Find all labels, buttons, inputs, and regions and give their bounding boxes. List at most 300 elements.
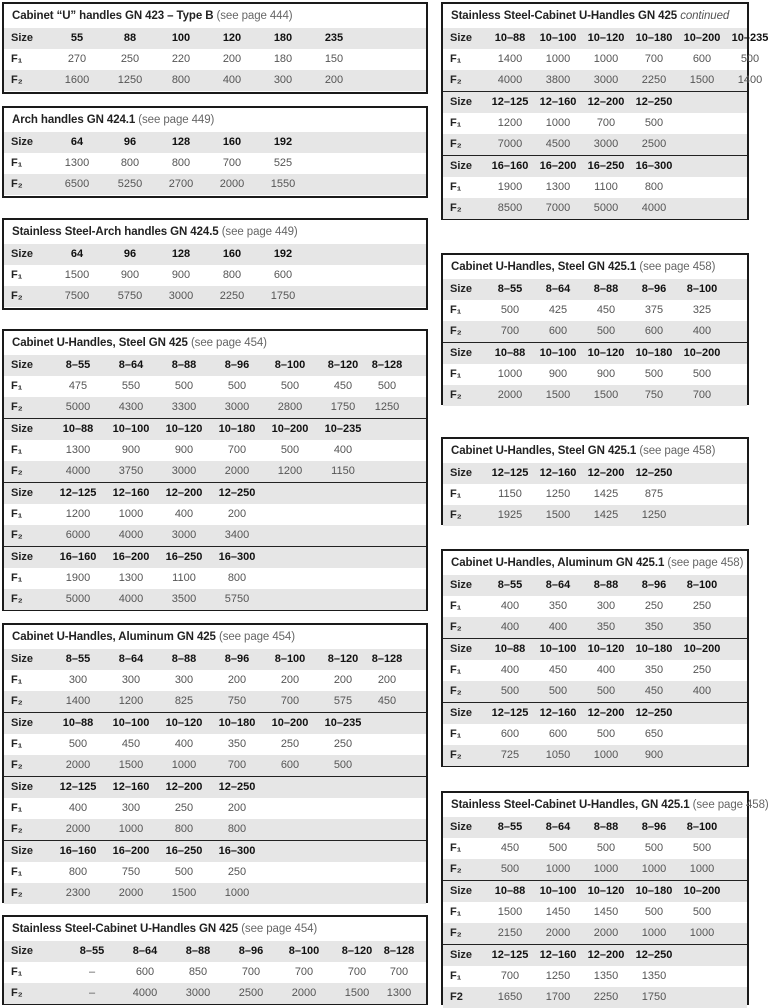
f1-value: 800 xyxy=(68,866,88,878)
f1-value: 1400 xyxy=(497,53,523,65)
f1-value: 200 xyxy=(227,802,247,814)
size-value: 8–64 xyxy=(545,821,571,833)
f1-row xyxy=(4,670,426,691)
f1-value: 450 xyxy=(548,664,568,676)
f2-value: 450 xyxy=(377,695,397,707)
f2-value: 2500 xyxy=(238,987,264,999)
f2-value: 1650 xyxy=(497,991,523,1003)
f2-value: 350 xyxy=(644,621,664,633)
table-title xyxy=(443,255,747,279)
f2-value: 500 xyxy=(500,685,520,697)
size-value: 88 xyxy=(123,32,137,44)
f2-value: 825 xyxy=(174,695,194,707)
size-value: 10–120 xyxy=(587,885,625,897)
size-value: 100 xyxy=(171,32,191,44)
f2-value: 1400 xyxy=(65,695,91,707)
f2-value: 1000 xyxy=(689,927,715,939)
f1-value: 500 xyxy=(280,380,300,392)
size-group xyxy=(4,418,426,482)
table-gn425-1-steel-b xyxy=(441,437,749,525)
size-row xyxy=(4,355,426,376)
f2-row xyxy=(4,70,426,91)
size-value: 235 xyxy=(324,32,344,44)
f2-label: F₂ xyxy=(450,621,462,633)
f1-value: 200 xyxy=(377,674,397,686)
f1-value: 700 xyxy=(500,970,520,982)
table-title-text: Stainless Steel-Arch handles GN 424.5 xyxy=(12,226,219,238)
table-title-text: Cabinet U-Handles, Steel GN 425 xyxy=(12,337,188,349)
size-value: 64 xyxy=(70,248,84,260)
size-label: Size xyxy=(450,885,473,897)
size-value: 10–120 xyxy=(587,347,625,359)
f2-row xyxy=(443,617,747,638)
f2-value: 1750 xyxy=(330,401,356,413)
f1-row xyxy=(443,113,747,134)
f2-row xyxy=(443,505,747,526)
f1-value: 1450 xyxy=(593,906,619,918)
f2-value: 5000 xyxy=(65,593,91,605)
size-value: 8–128 xyxy=(371,359,403,371)
f1-value: 900 xyxy=(548,368,568,380)
f1-label: F₁ xyxy=(450,53,462,65)
f1-value: 300 xyxy=(174,674,194,686)
size-value: 16–160 xyxy=(59,551,97,563)
f1-value: 1300 xyxy=(118,572,144,584)
f2-value: 450 xyxy=(644,685,664,697)
f2-value: 1400 xyxy=(737,74,763,86)
f1-value: 450 xyxy=(121,738,141,750)
f2-value: 1200 xyxy=(118,695,144,707)
size-value: 10–180 xyxy=(218,423,256,435)
f1-row xyxy=(443,838,747,859)
f2-value: 1750 xyxy=(641,991,667,1003)
f2-row xyxy=(4,397,426,418)
size-row xyxy=(443,881,747,902)
f2-value: 500 xyxy=(500,863,520,875)
size-value: 16–160 xyxy=(491,160,529,172)
f1-value: 1000 xyxy=(593,53,619,65)
size-row xyxy=(4,547,426,568)
f2-value: 350 xyxy=(596,621,616,633)
size-value: 16–250 xyxy=(165,551,203,563)
f1-value: 200 xyxy=(222,53,242,65)
f1-label: F₁ xyxy=(11,380,23,392)
f2-value: 3000 xyxy=(185,987,211,999)
size-value: 8–55 xyxy=(65,359,91,371)
f1-label: F₁ xyxy=(11,866,23,878)
f2-value: 1000 xyxy=(641,863,667,875)
size-value: 10–180 xyxy=(635,885,673,897)
table-gn425-steel xyxy=(2,329,428,611)
f2-value: 6000 xyxy=(65,529,91,541)
f1-value: 250 xyxy=(120,53,140,65)
f2-label: F₂ xyxy=(450,863,462,875)
size-value: 12–250 xyxy=(635,949,673,961)
f1-value: 850 xyxy=(188,966,208,978)
size-value: 10–200 xyxy=(271,717,309,729)
f1-value: 180 xyxy=(273,53,293,65)
f2-value: 4500 xyxy=(545,138,571,150)
size-value: 12–200 xyxy=(587,949,625,961)
f1-value: 500 xyxy=(692,906,712,918)
f2-value: 350 xyxy=(692,621,712,633)
size-label: Size xyxy=(11,551,34,563)
f2-value: 750 xyxy=(644,389,664,401)
size-value: 10–120 xyxy=(587,32,625,44)
size-value: 10–200 xyxy=(271,423,309,435)
size-value: 10–88 xyxy=(494,32,526,44)
f2-label: F₂ xyxy=(11,823,23,835)
table-gn425-stainless xyxy=(2,915,428,1005)
size-value: 16–160 xyxy=(59,845,97,857)
f2-value: 1300 xyxy=(386,987,412,999)
size-label: Size xyxy=(450,821,473,833)
size-row xyxy=(4,132,426,153)
f2-label: F₂ xyxy=(11,401,23,413)
f1-value: 500 xyxy=(548,842,568,854)
size-value: 10–235 xyxy=(324,717,362,729)
f2-value: 1200 xyxy=(277,465,303,477)
table-gn424-1 xyxy=(2,106,428,198)
f1-value: 375 xyxy=(644,304,664,316)
f2-value: 3800 xyxy=(545,74,571,86)
f2-label: F₂ xyxy=(11,987,23,999)
f1-label: F₁ xyxy=(450,664,462,676)
size-group xyxy=(443,463,747,526)
f2-row xyxy=(4,525,426,546)
size-value: 8–88 xyxy=(171,653,197,665)
size-group xyxy=(4,776,426,840)
f1-value: 1300 xyxy=(545,181,571,193)
f2-value: 2000 xyxy=(291,987,317,999)
f1-value: 700 xyxy=(347,966,367,978)
size-value: 8–64 xyxy=(545,579,571,591)
f2-value: 1500 xyxy=(118,759,144,771)
size-value: 16–250 xyxy=(587,160,625,172)
f2-value: 4000 xyxy=(65,465,91,477)
size-value: 10–120 xyxy=(165,717,203,729)
size-value: 8–100 xyxy=(686,579,718,591)
f2-label: F₂ xyxy=(11,695,23,707)
f1-value: 400 xyxy=(500,664,520,676)
f2-label: F₂ xyxy=(11,74,23,86)
f1-value: 600 xyxy=(692,53,712,65)
f2-value: 1500 xyxy=(171,887,197,899)
f1-value: 1000 xyxy=(545,53,571,65)
size-value: 16–300 xyxy=(218,551,256,563)
f1-row xyxy=(4,798,426,819)
f1-value: – xyxy=(88,966,96,978)
table-title-text: Stainless Steel-Cabinet U-Handles, GN 425.1 xyxy=(451,799,690,811)
f2-label: F₂ xyxy=(11,593,23,605)
f1-value: 500 xyxy=(692,842,712,854)
table-gn424-5 xyxy=(2,218,428,310)
size-value: 160 xyxy=(222,136,242,148)
table-title xyxy=(443,551,747,575)
f2-value: 5000 xyxy=(593,202,619,214)
f2-row xyxy=(443,198,747,219)
f2-value: 2000 xyxy=(65,823,91,835)
f1-label: F₁ xyxy=(450,181,462,193)
f2-row xyxy=(443,134,747,155)
f2-value: 3000 xyxy=(171,465,197,477)
f1-row xyxy=(443,300,747,321)
f1-value: 500 xyxy=(596,842,616,854)
size-row xyxy=(443,575,747,596)
size-row xyxy=(443,703,747,724)
size-value: 12–250 xyxy=(218,781,256,793)
f2-value: 1500 xyxy=(344,987,370,999)
size-value: 8–88 xyxy=(593,283,619,295)
f1-value: 400 xyxy=(333,444,353,456)
f2-value: 750 xyxy=(227,695,247,707)
f2-value: 2800 xyxy=(277,401,303,413)
table-gn425-1-stainless xyxy=(441,791,769,1005)
f1-row xyxy=(4,862,426,883)
f1-row xyxy=(4,568,426,589)
f1-value: 900 xyxy=(174,444,194,456)
table-title xyxy=(4,108,426,132)
f2-value: 1250 xyxy=(117,74,143,86)
f2-value: 1550 xyxy=(270,178,296,190)
table-gn425-stainless-continued xyxy=(441,2,769,220)
size-label: Size xyxy=(450,467,473,479)
f1-label: F₁ xyxy=(450,117,462,129)
page-reference: (see page 458) xyxy=(639,445,716,457)
f2-value: 1600 xyxy=(64,74,90,86)
size-row xyxy=(4,244,426,265)
f1-row xyxy=(443,177,747,198)
f2-row xyxy=(443,385,747,406)
f1-value: 350 xyxy=(548,600,568,612)
f1-value: 750 xyxy=(121,866,141,878)
size-label: Size xyxy=(450,160,473,172)
size-group xyxy=(443,28,769,91)
f1-value: 1000 xyxy=(497,368,523,380)
f1-value: 450 xyxy=(500,842,520,854)
size-value: 8–55 xyxy=(79,945,105,957)
table-title xyxy=(4,4,426,28)
f2-label: F₂ xyxy=(11,887,23,899)
f1-label: F₁ xyxy=(11,53,23,65)
f2-value: 4000 xyxy=(118,529,144,541)
f2-value: 800 xyxy=(174,823,194,835)
size-value: 8–55 xyxy=(497,821,523,833)
size-value: 10–88 xyxy=(62,423,94,435)
size-row xyxy=(4,28,426,49)
size-group xyxy=(4,355,426,418)
size-value: 12–200 xyxy=(587,96,625,108)
table-title xyxy=(4,625,426,649)
size-value: 8–55 xyxy=(65,653,91,665)
f1-value: 300 xyxy=(596,600,616,612)
size-row xyxy=(4,941,426,962)
f1-value: 350 xyxy=(644,664,664,676)
f2-value: 2250 xyxy=(641,74,667,86)
f1-label: F₁ xyxy=(11,444,23,456)
f1-value: 475 xyxy=(68,380,88,392)
size-value: 8–64 xyxy=(118,359,144,371)
f2-value: 8500 xyxy=(497,202,523,214)
f2-value: 700 xyxy=(280,695,300,707)
size-value: 8–64 xyxy=(132,945,158,957)
f1-value: 700 xyxy=(294,966,314,978)
size-value: 16–300 xyxy=(635,160,673,172)
f1-value: 650 xyxy=(644,728,664,740)
f2-value: 575 xyxy=(333,695,353,707)
f2-value: 1925 xyxy=(497,509,523,521)
f2-value: 400 xyxy=(222,74,242,86)
f2-value: 600 xyxy=(644,325,664,337)
size-value: 10–88 xyxy=(62,717,94,729)
size-value: 16–300 xyxy=(218,845,256,857)
size-value: 10–180 xyxy=(635,643,673,655)
f1-value: 500 xyxy=(280,444,300,456)
size-value: 8–64 xyxy=(545,283,571,295)
size-value: 8–96 xyxy=(224,359,250,371)
f1-value: 550 xyxy=(121,380,141,392)
size-value: 8–88 xyxy=(171,359,197,371)
size-label: Size xyxy=(450,96,473,108)
f1-value: 200 xyxy=(227,674,247,686)
f2-value: 800 xyxy=(171,74,191,86)
f2-value: 2000 xyxy=(545,927,571,939)
f1-value: 450 xyxy=(596,304,616,316)
f1-value: 250 xyxy=(174,802,194,814)
f2-value: 800 xyxy=(227,823,247,835)
size-value: 12–160 xyxy=(539,96,577,108)
f2-value: 400 xyxy=(692,685,712,697)
f1-value: 250 xyxy=(692,664,712,676)
f1-value: 700 xyxy=(222,157,242,169)
f2-value: 200 xyxy=(324,74,344,86)
f1-value: 250 xyxy=(692,600,712,612)
f1-value: 1450 xyxy=(545,906,571,918)
size-value: 16–250 xyxy=(165,845,203,857)
f2-value: 1425 xyxy=(593,509,619,521)
size-value: 10–100 xyxy=(539,347,577,359)
f1-row xyxy=(4,440,426,461)
size-value: 8–55 xyxy=(497,579,523,591)
size-value: 128 xyxy=(171,248,191,260)
f2-value: 1000 xyxy=(593,863,619,875)
f1-row xyxy=(4,734,426,755)
size-group xyxy=(443,944,747,1008)
f2-value: 2000 xyxy=(118,887,144,899)
size-value: 10–120 xyxy=(165,423,203,435)
f2-label: F₂ xyxy=(11,290,23,302)
f1-label: F₁ xyxy=(11,157,23,169)
size-value: 12–160 xyxy=(539,949,577,961)
f2-value: 1000 xyxy=(224,887,250,899)
size-value: 120 xyxy=(222,32,242,44)
f2-value: 7000 xyxy=(497,138,523,150)
f1-value: 800 xyxy=(171,157,191,169)
size-value: 10–180 xyxy=(635,347,673,359)
size-group xyxy=(443,575,747,638)
f1-value: 325 xyxy=(692,304,712,316)
size-label: Size xyxy=(450,283,473,295)
f2-value: 1000 xyxy=(593,749,619,761)
size-value: 8–128 xyxy=(383,945,415,957)
f1-value: 800 xyxy=(222,269,242,281)
f1-value: 270 xyxy=(67,53,87,65)
f2-value: 1050 xyxy=(545,749,571,761)
size-value: 10–100 xyxy=(539,885,577,897)
size-value: 12–125 xyxy=(491,949,529,961)
f1-value: 400 xyxy=(596,664,616,676)
size-value: 8–88 xyxy=(593,579,619,591)
size-value: 10–100 xyxy=(539,643,577,655)
f2-row xyxy=(443,681,747,702)
size-group xyxy=(443,342,747,406)
f2-row xyxy=(4,461,426,482)
f2-value: 3000 xyxy=(168,290,194,302)
f2-value: 700 xyxy=(227,759,247,771)
f1-label: F₁ xyxy=(450,488,462,500)
size-group xyxy=(4,28,426,91)
size-value: 10–200 xyxy=(683,347,721,359)
size-value: 8–96 xyxy=(641,579,667,591)
size-value: 16–200 xyxy=(539,160,577,172)
f2-row xyxy=(4,286,426,307)
f2-value: 600 xyxy=(280,759,300,771)
f2-row xyxy=(4,589,426,610)
f2-value: 1700 xyxy=(545,991,571,1003)
f2-value: 5750 xyxy=(224,593,250,605)
continued-note: continued xyxy=(680,10,730,22)
size-label: Size xyxy=(450,707,473,719)
f2-value: 3400 xyxy=(224,529,250,541)
f1-value: 500 xyxy=(740,53,760,65)
size-value: 8–100 xyxy=(274,653,306,665)
size-label: Size xyxy=(11,781,34,793)
f2-value: 400 xyxy=(500,621,520,633)
f1-value: 525 xyxy=(273,157,293,169)
f1-value: 500 xyxy=(644,906,664,918)
f2-value: 1000 xyxy=(689,863,715,875)
f1-row xyxy=(443,902,747,923)
f1-value: 400 xyxy=(174,738,194,750)
size-value: 12–125 xyxy=(491,707,529,719)
f1-value: 500 xyxy=(174,866,194,878)
f1-value: 900 xyxy=(121,444,141,456)
size-value: 10–88 xyxy=(494,885,526,897)
size-label: Size xyxy=(450,347,473,359)
f1-value: 1350 xyxy=(593,970,619,982)
f1-value: 700 xyxy=(389,966,409,978)
f1-value: 1200 xyxy=(65,508,91,520)
table-gn425-1-aluminum xyxy=(441,549,749,767)
size-value: 10–100 xyxy=(112,717,150,729)
size-row xyxy=(4,777,426,798)
f2-value: 2500 xyxy=(641,138,667,150)
f2-row xyxy=(4,883,426,904)
f1-value: 500 xyxy=(692,368,712,380)
f2-value: 2300 xyxy=(65,887,91,899)
f2-row xyxy=(443,859,747,880)
f1-row xyxy=(443,484,747,505)
size-value: 8–96 xyxy=(238,945,264,957)
f1-value: 700 xyxy=(241,966,261,978)
size-group xyxy=(443,702,747,766)
f1-label: F₁ xyxy=(11,738,23,750)
f1-label: F₁ xyxy=(11,508,23,520)
f2-value: 400 xyxy=(548,621,568,633)
size-group xyxy=(443,638,747,702)
size-label: Size xyxy=(450,32,473,44)
size-group xyxy=(4,649,426,712)
